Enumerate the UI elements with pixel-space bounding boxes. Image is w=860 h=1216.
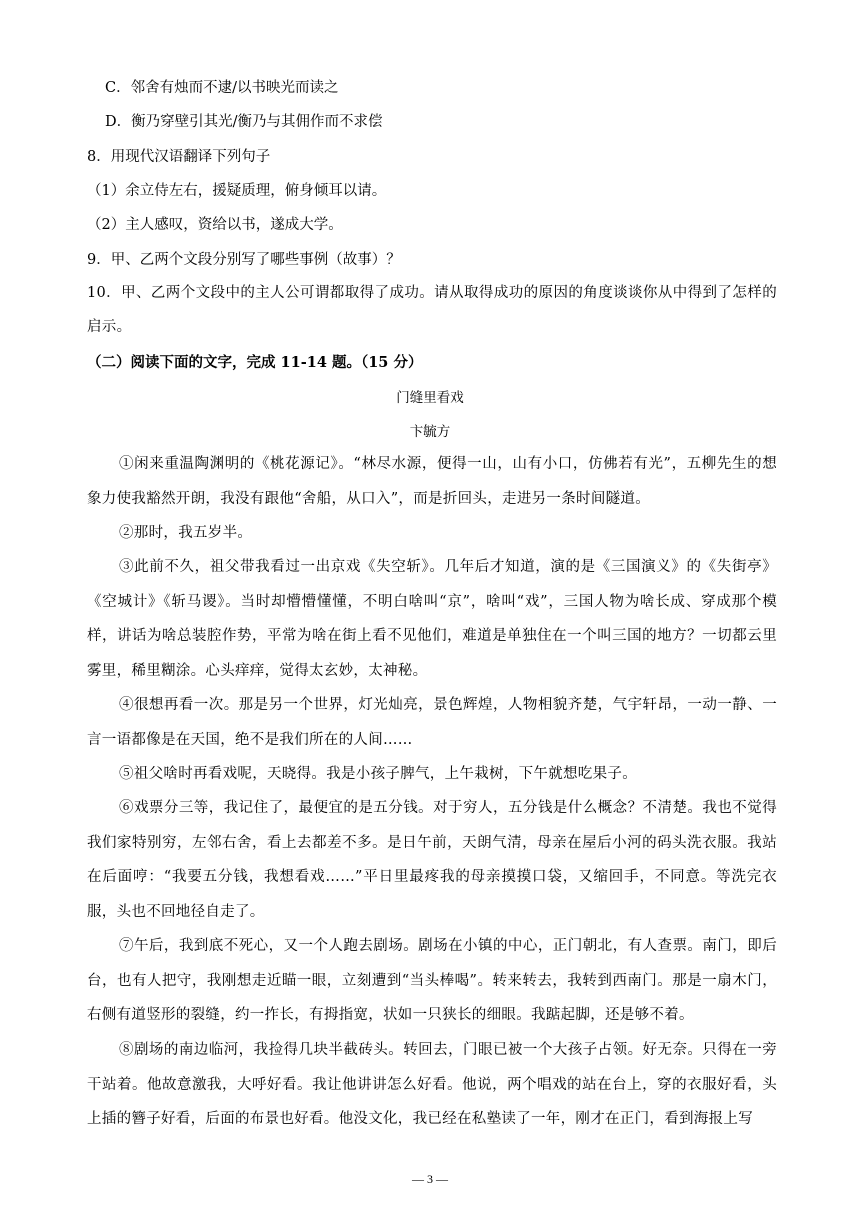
article-paragraph-4: ④很想再看一次。那是另一个世界，灯光灿亮，景色辉煌，人物相貌齐楚，气宇轩昂，一动一静、一言一语都像是在天国，绝不是我们所在的人间……: [87, 697, 777, 748]
article-title: 门缝里看戏: [396, 390, 464, 406]
section-2-heading: （二）阅读下面的文字，完成 11-14 题。（15 分）: [87, 354, 423, 371]
question-9: 9．甲、乙两个文段分别写了哪些事例（故事）？: [87, 252, 401, 268]
article-paragraph-2: ②那时，我五岁半。: [119, 525, 253, 541]
question-10: 10．甲、乙两个文段中的主人公可谓都取得了成功。请从取得成功的原因的角度谈谈你从中得到了怎样的启示。: [87, 285, 777, 335]
question-8-sentence-1: （1）余立侍左右，援疑质理，俯身倾耳以请。: [87, 183, 387, 199]
article-paragraph-5: ⑤祖父啥时再看戏呢，天晓得。我是小孩子脾气，上午栽树，下午就想吃果子。: [119, 766, 637, 782]
article-author: 卞毓方: [409, 424, 451, 440]
article-paragraph-3: ③此前不久，祖父带我看过一出京戏《失空斩》。几年后才知道，演的是《三国演义》的《失街亭》《空城计》《斩马谡》。当时却懵懵懂懂，不明白啥叫“京”，啥叫“戏”，三国人物为啥长成、穿成那个模样，讲话为啥总装腔作势，平常为啥在街上看不见他们，难道是单独住在一个叫三国的地方？一切都云里雾里，稀里糊涂。心头痒痒，觉得太玄妙，太神秘。: [87, 559, 777, 679]
option-c: C．邻舍有烛而不逮/以书映光而读之: [105, 80, 339, 96]
page-number: — 3 —: [412, 1172, 448, 1186]
option-d: D．衡乃穿壁引其光/衡乃与其佣作而不求偿: [105, 114, 383, 130]
article-paragraph-8: ⑧剧场的南边临河，我捡得几块半截砖头。转回去，门眼已被一个大孩子占领。好无奈。只得在一旁干站着。他故意激我，大呼好看。我让他讲讲怎么好看。他说，两个唱戏的站在台上，穿的衣服好看，头上插的簪子好看，后面的布景也好看。他没文化，我已经在私塾读了一年，刚才在正门，看到海报上写: [87, 1042, 777, 1127]
article-paragraph-1: ①闲来重温陶渊明的《桃花源记》。“林尽水源，便得一山，山有小口，仿佛若有光”，五柳先生的想象力使我豁然开朗，我没有跟他“舍船，从口入”，而是折回头，走进另一条时间隧道。: [87, 456, 777, 507]
question-8-sentence-2: （2）主人感叹，资给以书，遂成大学。: [87, 217, 343, 233]
question-8-title: 8．用现代汉语翻译下列句子: [87, 149, 271, 165]
article-paragraph-7: ⑦午后，我到底不死心，又一个人跑去剧场。剧场在小镇的中心，正门朝北，有人查票。南门，即后台，也有人把守，我刚想走近瞄一眼，立刻遭到“当头棒喝”。转来转去，我转到西南门。那是一扇木门，右侧有道竖形的裂缝，约一拃长，有拇指宽，状如一只狭长的细眼。我踮起脚，还是够不着。: [87, 938, 777, 1023]
article-paragraph-6: ⑥戏票分三等，我记住了，最便宜的是五分钱。对于穷人，五分钱是什么概念？不清楚。我也不觉得我们家特别穷，左邻右舍，看上去都差不多。是日午前，天朗气清，母亲在屋后小河的码头洗衣服。我站在后面哼：“我要五分钱，我想看戏……”平日里最疼我的母亲摸摸口袋，又缩回手，不同意。等洗完衣服，头也不回地径自走了。: [87, 800, 777, 920]
